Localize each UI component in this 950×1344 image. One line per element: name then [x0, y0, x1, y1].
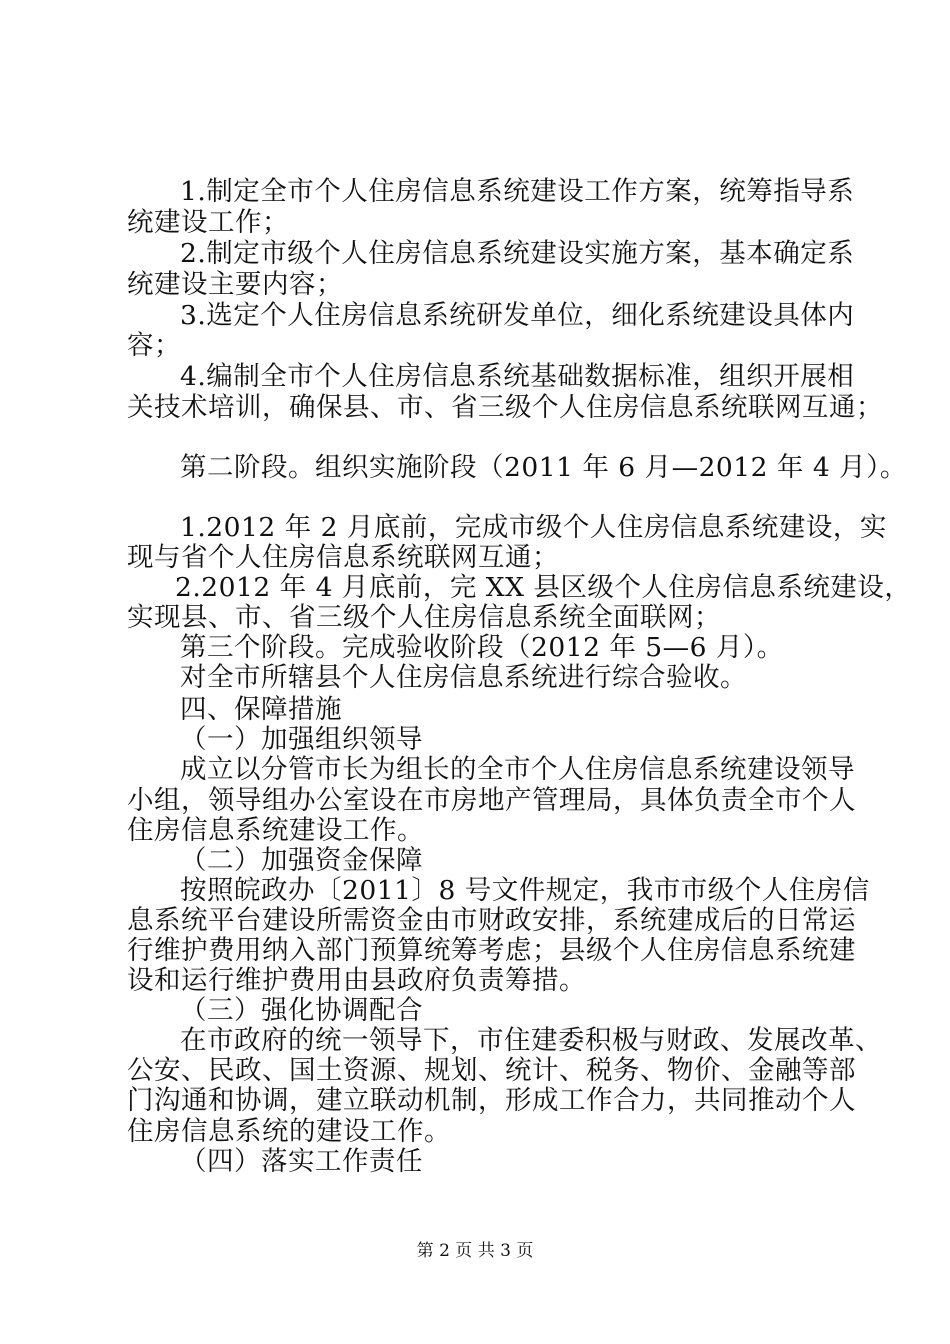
- section-heading: 第三个阶段。完成验收阶段（2012 年 5—6 月）。: [180, 632, 784, 663]
- text-line: 容；: [127, 330, 181, 361]
- text-line: 对全市所辖县个人住房信息系统进行综合验收。: [180, 662, 747, 693]
- text-line: 在市政府的统一领导下，市住建委积极与财政、发展改革、: [180, 1025, 882, 1056]
- text-line: 设和运行维护费用由县政府负责筹措。: [127, 965, 586, 996]
- text-line: 1.2012 年 2 月底前，完成市级个人住房信息系统建设，实: [180, 512, 887, 543]
- text-line: 现与省个人住房信息系统联网互通；: [127, 542, 559, 573]
- text-line: 小组，领导组办公室设在市房地产管理局，具体负责全市个人: [127, 785, 856, 816]
- text-line: 4.编制全市个人住房信息系统基础数据标准，组织开展相: [180, 361, 855, 392]
- text-line: 成立以分管市长为组长的全市个人住房信息系统建设领导: [180, 754, 855, 785]
- text-line: 2.制定市级个人住房信息系统建设实施方案，基本确定系: [180, 238, 855, 269]
- text-line: 关技术培训，确保县、市、省三级个人住房信息系统联网互通；: [127, 392, 883, 423]
- subsection-heading: （四）落实工作责任: [180, 1146, 423, 1177]
- text-line: 2.2012 年 4 月底前，完 XX 县区级个人住房信息系统建设，: [175, 572, 912, 603]
- text-line: 门沟通和协调，建立联动机制，形成工作合力，共同推动个人: [127, 1085, 856, 1116]
- text-line: 3.选定个人住房信息系统研发单位，细化系统建设具体内: [180, 300, 855, 331]
- subsection-heading: （三）强化协调配合: [180, 995, 423, 1026]
- text-line: 行维护费用纳入部门预算统筹考虑；县级个人住房信息系统建: [127, 935, 856, 966]
- text-line: 统建设主要内容；: [127, 269, 343, 300]
- text-line: 住房信息系统建设工作。: [127, 815, 424, 846]
- text-line: 住房信息系统的建设工作。: [127, 1116, 451, 1147]
- section-heading: 第二阶段。组织实施阶段（2011 年 6 月—2012 年 4 月）。: [180, 452, 907, 483]
- section-heading: 四、保障措施: [180, 694, 342, 725]
- subsection-heading: （二）加强资金保障: [180, 845, 423, 876]
- text-line: 统建设工作；: [127, 207, 289, 238]
- page-number-footer: 第 2 页 共 3 页: [416, 1241, 534, 1261]
- text-line: 息系统平台建设所需资金由市财政安排，系统建成后的日常运: [127, 905, 856, 936]
- text-line: 按照皖政办〔2011〕8 号文件规定，我市市级个人住房信: [180, 875, 870, 906]
- text-line: 实现县、市、省三级个人住房信息系统全面联网；: [127, 602, 721, 633]
- text-line: 1.制定全市个人住房信息系统建设工作方案，统筹指导系: [180, 176, 855, 207]
- text-line: 公安、民政、国土资源、规划、统计、税务、物价、金融等部: [127, 1055, 856, 1086]
- subsection-heading: （一）加强组织领导: [180, 724, 423, 755]
